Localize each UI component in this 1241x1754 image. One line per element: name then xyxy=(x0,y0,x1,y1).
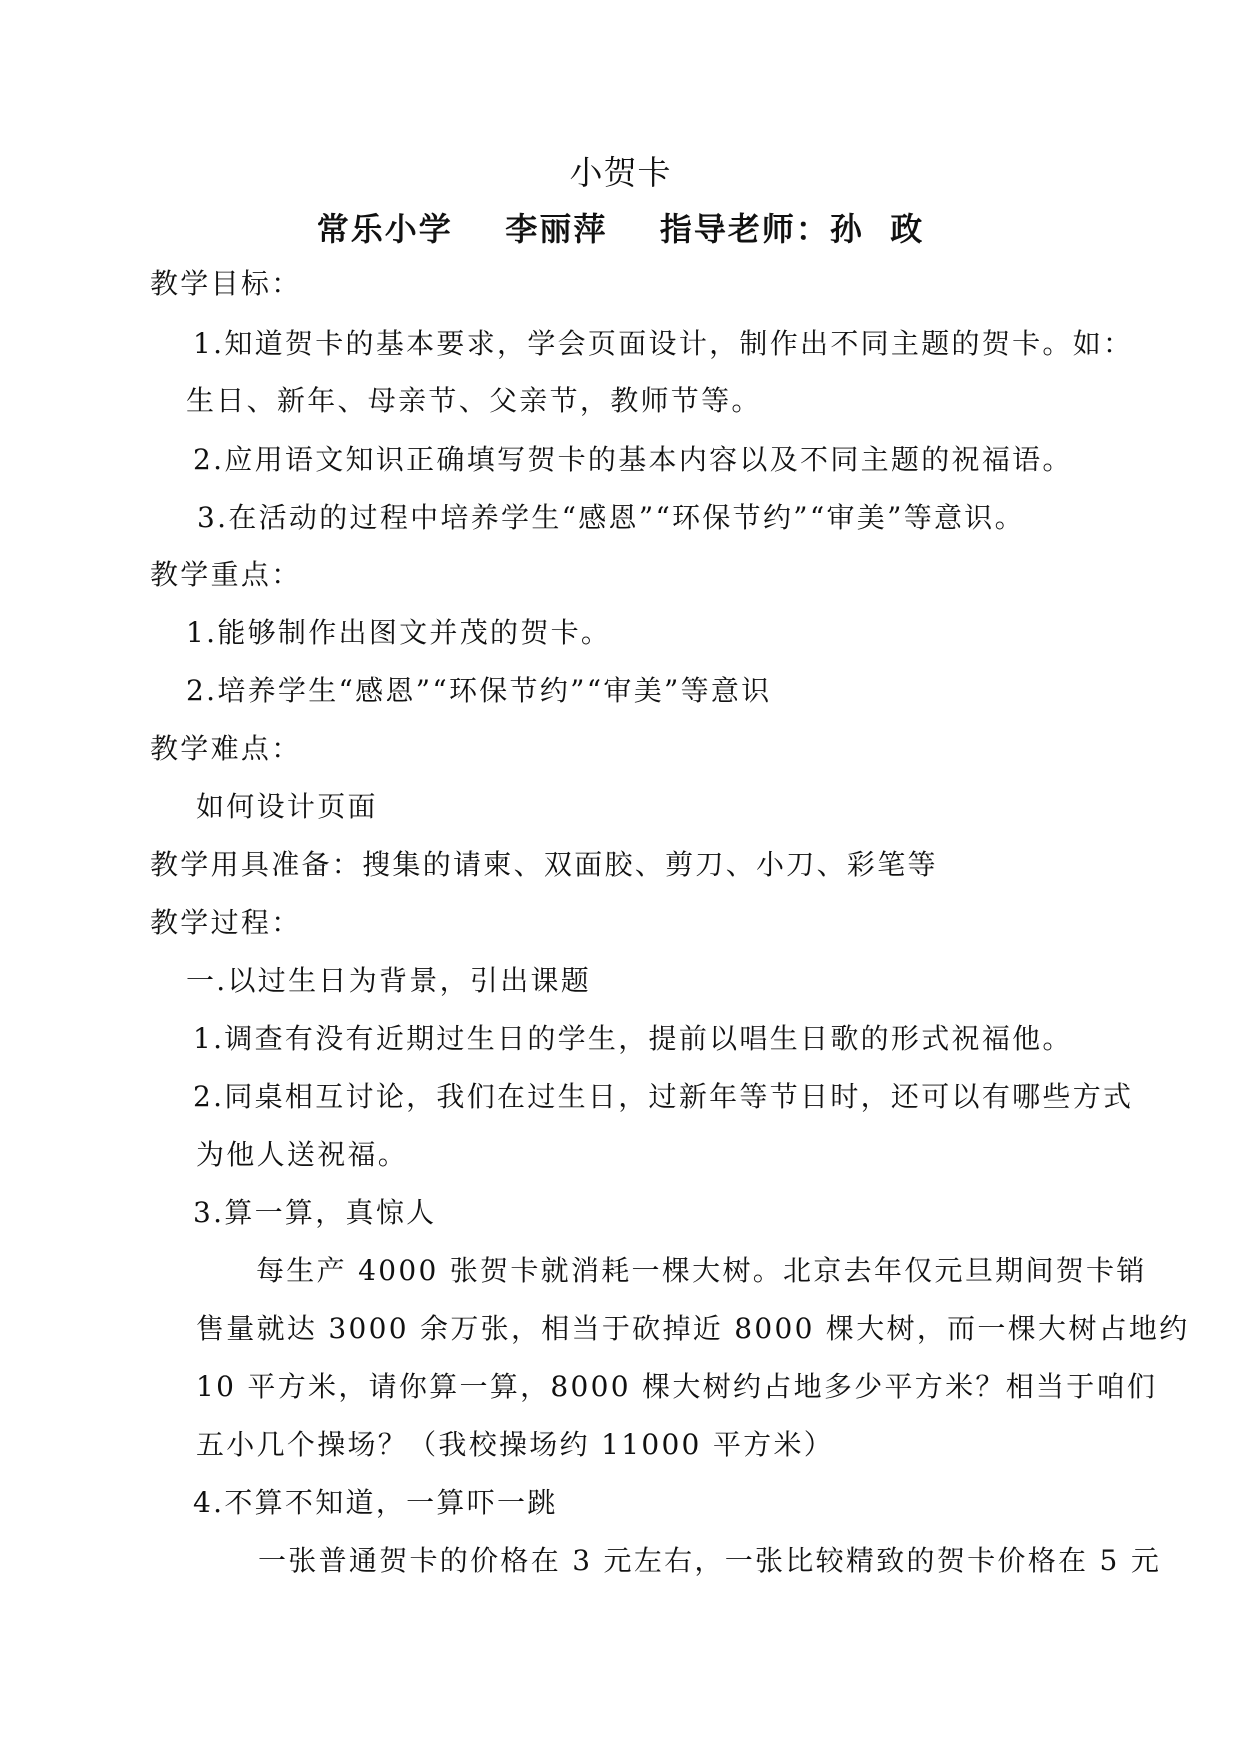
objective-item: 3.在活动的过程中培养学生“感恩”“环保节约”“审美”等意识。 xyxy=(197,501,1025,534)
document-title: 小贺卡 xyxy=(569,153,672,192)
process-item: 为他人送祝福。 xyxy=(196,1138,409,1171)
tools-line: 教学用具准备：搜集的请柬、双面胶、剪刀、小刀、彩笔等 xyxy=(150,848,938,881)
difficulty-item: 如何设计页面 xyxy=(196,790,378,823)
difficulties-heading: 教学难点： xyxy=(150,732,302,765)
objective-item: 1.知道贺卡的基本要求，学会页面设计，制作出不同主题的贺卡。如： xyxy=(193,327,1134,360)
objectives-heading: 教学目标： xyxy=(150,267,302,300)
process-item: 4.不算不知道，一算吓一跳 xyxy=(193,1486,558,1519)
process-item: 3.算一算，真惊人 xyxy=(193,1196,437,1229)
author-line: 常乐小学 李丽萍 指导老师：孙 政 xyxy=(316,210,925,248)
objective-item: 2.应用语文知识正确填写贺卡的基本内容以及不同主题的祝福语。 xyxy=(193,443,1073,476)
objective-item: 生日、新年、母亲节、父亲节，教师节等。 xyxy=(186,384,762,417)
process-item: 一张普通贺卡的价格在 3 元左右，一张比较精致的贺卡价格在 5 元 xyxy=(258,1544,1162,1577)
process-item: 每生产 4000 张贺卡就消耗一棵大树。北京去年仅元旦期间贺卡销 xyxy=(256,1254,1147,1287)
process-item: 一.以过生日为背景，引出课题 xyxy=(186,964,592,997)
process-item: 售量就达 3000 余万张，相当于砍掉近 8000 棵大树，而一棵大树占地约 xyxy=(196,1312,1190,1345)
process-item: 2.同桌相互讨论，我们在过生日，过新年等节日时，还可以有哪些方式 xyxy=(193,1080,1134,1113)
process-heading: 教学过程： xyxy=(150,906,302,939)
process-item: 10 平方米，请你算一算，8000 棵大树约占地多少平方米？相当于咱们 xyxy=(196,1370,1158,1403)
key-point-item: 2.培养学生“感恩”“环保节约”“审美”等意识 xyxy=(186,674,772,707)
key-point-item: 1.能够制作出图文并茂的贺卡。 xyxy=(186,616,612,649)
key-points-heading: 教学重点： xyxy=(150,558,302,591)
process-item: 五小几个操场？（我校操场约 11000 平方米） xyxy=(196,1428,835,1461)
process-item: 1.调查有没有近期过生日的学生，提前以唱生日歌的形式祝福他。 xyxy=(193,1022,1073,1055)
